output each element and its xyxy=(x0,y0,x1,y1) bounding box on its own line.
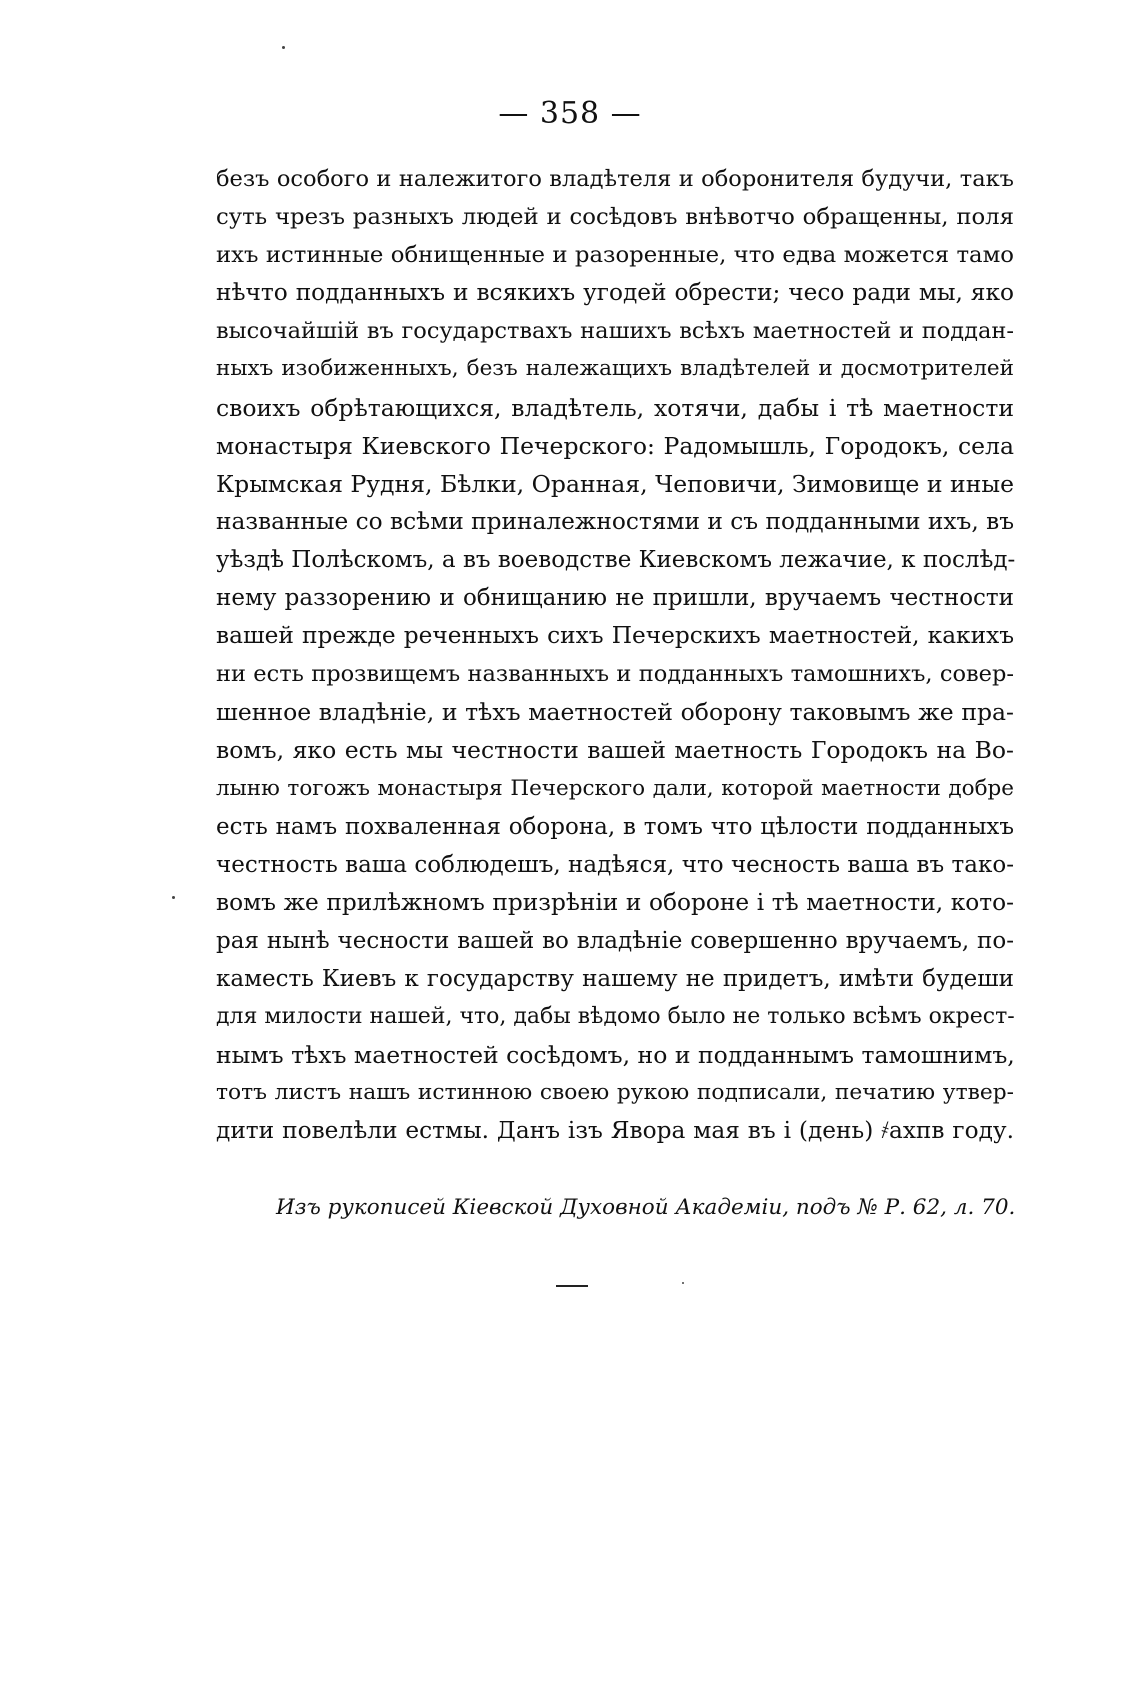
text-line: монастыря Киевского Печерского: Радомышль, Городокъ, села xyxy=(216,431,1014,460)
text-line: нымъ тѣхъ маетностей сосѣдомъ, но и подданнымъ тамошнимъ, xyxy=(216,1041,1015,1070)
text-line: суть чрезъ разныхъ людей и сосѣдовъ внѣвотчо обращенны, поля xyxy=(216,204,1014,231)
page-number: — 358 — xyxy=(498,96,642,131)
text-line: безъ особого и належитого владѣтеля и оборонителя будучи, такъ xyxy=(216,166,1014,192)
text-line: лыню тогожъ монастыря Печерского дали, которой маетности добре xyxy=(216,775,1014,801)
text-line: ни есть прозвищемъ названныхъ и подданныхъ тамошнихъ, совер- xyxy=(216,661,1014,688)
text-line: есть намъ похваленная оборона, в томъ что цѣлости подданныхъ xyxy=(216,813,1014,840)
text-line: нему раззорению и обнищанию не пришли, вручаемъ честности xyxy=(216,585,1014,612)
text-line: дити повелѣли естмы. Данъ ізъ Явора мая въ і (день) ҂ахпв году. xyxy=(216,1117,1014,1145)
end-rule xyxy=(556,1285,588,1287)
print-speck xyxy=(682,1282,684,1284)
text-line: для милости нашей, что, дабы вѣдомо было не только всѣмъ окрест- xyxy=(216,1004,1015,1030)
text-line: шенное владѣніе, и тѣхъ маетностей оборону таковымъ же пра- xyxy=(216,698,1014,727)
text-line: высочайшій въ государствахъ нашихъ всѣхъ маетностей и поддан- xyxy=(216,318,1014,345)
text-line: ныхъ изобиженныхъ, безъ належащихъ владѣтелей и досмотрителей xyxy=(216,356,1014,382)
document-body xyxy=(216,160,1014,1150)
source-citation: Изъ рукописей Кіевской Духовной Академіи, подъ № Р. 62, л. 70. xyxy=(276,1195,1016,1220)
text-line: уѣздѣ Полѣскомъ, а въ воеводстве Киевскомъ лежачие, к послѣд- xyxy=(216,546,1016,573)
text-line: честность ваша соблюдешъ, надѣяся, что чесность ваша въ тако- xyxy=(216,851,1014,878)
text-line: каместь Киевъ к государству нашему не придетъ, имѣти будеши xyxy=(216,965,1014,992)
text-line: вомъ же прилѣжномъ призрѣніи и обороне і тѣ маетности, кото- xyxy=(216,888,1014,916)
text-line: Крымская Рудня, Бѣлки, Оранная, Чеповичи, Зимовище и иные xyxy=(216,469,1014,498)
text-line: своихъ обрѣтающихся, владѣтель, хотячи, дабы і тѣ маетности xyxy=(216,393,1014,422)
text-line: названные со всѣми приналежностями и съ подданными ихъ, въ xyxy=(216,507,1014,535)
print-speck xyxy=(172,896,175,899)
text-line: нѣчто подданныхъ и всякихъ угодей обрести; чесо ради мы, яко xyxy=(216,279,1014,307)
text-line: вашей прежде реченныхъ сихъ Печерскихъ маетностей, какихъ xyxy=(216,622,1014,650)
text-line: рая нынѣ чесности вашей во владѣніе совершенно вручаемъ, по- xyxy=(216,927,1014,954)
print-speck xyxy=(282,46,285,49)
text-line: вомъ, яко есть мы честности вашей маетность Городокъ на Во- xyxy=(216,736,1014,765)
text-line: ихъ истинные обнищенные и разоренные, что едва можется тамо xyxy=(216,242,1014,269)
text-line: тотъ листъ нашъ истинною своею рукою подписали, печатию утвер- xyxy=(216,1080,1014,1106)
